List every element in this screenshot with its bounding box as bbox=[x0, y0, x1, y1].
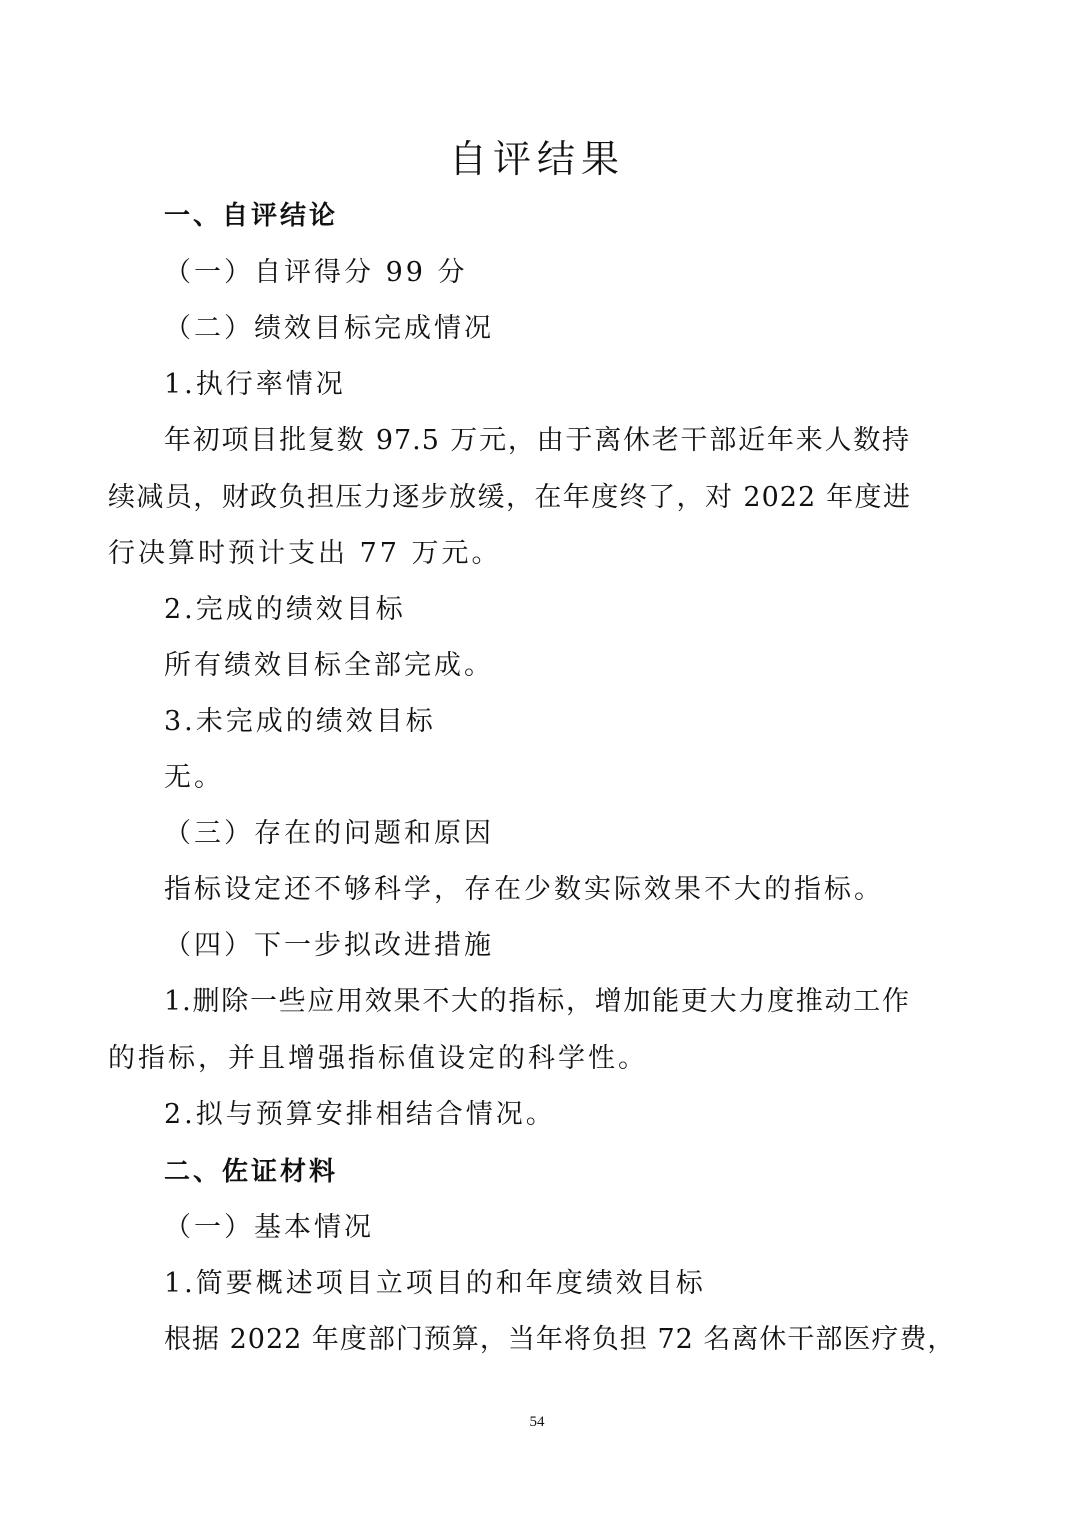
item-uncompleted-goals-title: 3.未完成的绩效目标 bbox=[164, 706, 436, 737]
subheading-score: （一）自评得分 99 分 bbox=[164, 257, 468, 288]
document-title: 自评结果 bbox=[448, 137, 625, 181]
subheading-problems: （三）存在的问题和原因 bbox=[164, 818, 494, 849]
subheading-improvements: （四）下一步拟改进措施 bbox=[164, 930, 494, 961]
paragraph-line: 所有绩效目标全部完成。 bbox=[164, 650, 494, 681]
paragraph-line: 根据 2022 年度部门预算，当年将负担 72 名离休干部医疗费， bbox=[164, 1324, 956, 1355]
subheading-goal-completion: （二）绩效目标完成情况 bbox=[164, 313, 494, 344]
paragraph-line: 续减员，财政负担压力逐步放缓，在年度终了，对 2022 年度进 bbox=[108, 482, 911, 513]
item-project-overview-title: 1.简要概述项目立项目的和年度绩效目标 bbox=[164, 1268, 706, 1299]
paragraph-line: 行决算时预计支出 77 万元。 bbox=[108, 538, 502, 569]
item-completed-goals-title: 2.完成的绩效目标 bbox=[164, 594, 406, 625]
paragraph-line: 的指标，并且增强指标值设定的科学性。 bbox=[108, 1043, 648, 1074]
paragraph-line: 年初项目批复数 97.5 万元，由于离休老干部近年来人数持 bbox=[164, 425, 910, 456]
paragraph-line: 指标设定还不够科学，存在少数实际效果不大的指标。 bbox=[164, 874, 884, 905]
paragraph-line: 1.删除一些应用效果不大的指标，增加能更大力度推动工作 bbox=[164, 986, 910, 1017]
page-number: 54 bbox=[529, 1414, 545, 1430]
section-heading-conclusion: 一、自评结论 bbox=[164, 201, 339, 231]
paragraph-line: 无。 bbox=[164, 762, 224, 793]
item-execution-rate-title: 1.执行率情况 bbox=[164, 369, 346, 400]
section-heading-evidence: 二、佐证材料 bbox=[164, 1157, 339, 1187]
paragraph-line: 2.拟与预算安排相结合情况。 bbox=[164, 1099, 556, 1130]
subheading-basic-info: （一）基本情况 bbox=[164, 1212, 374, 1243]
